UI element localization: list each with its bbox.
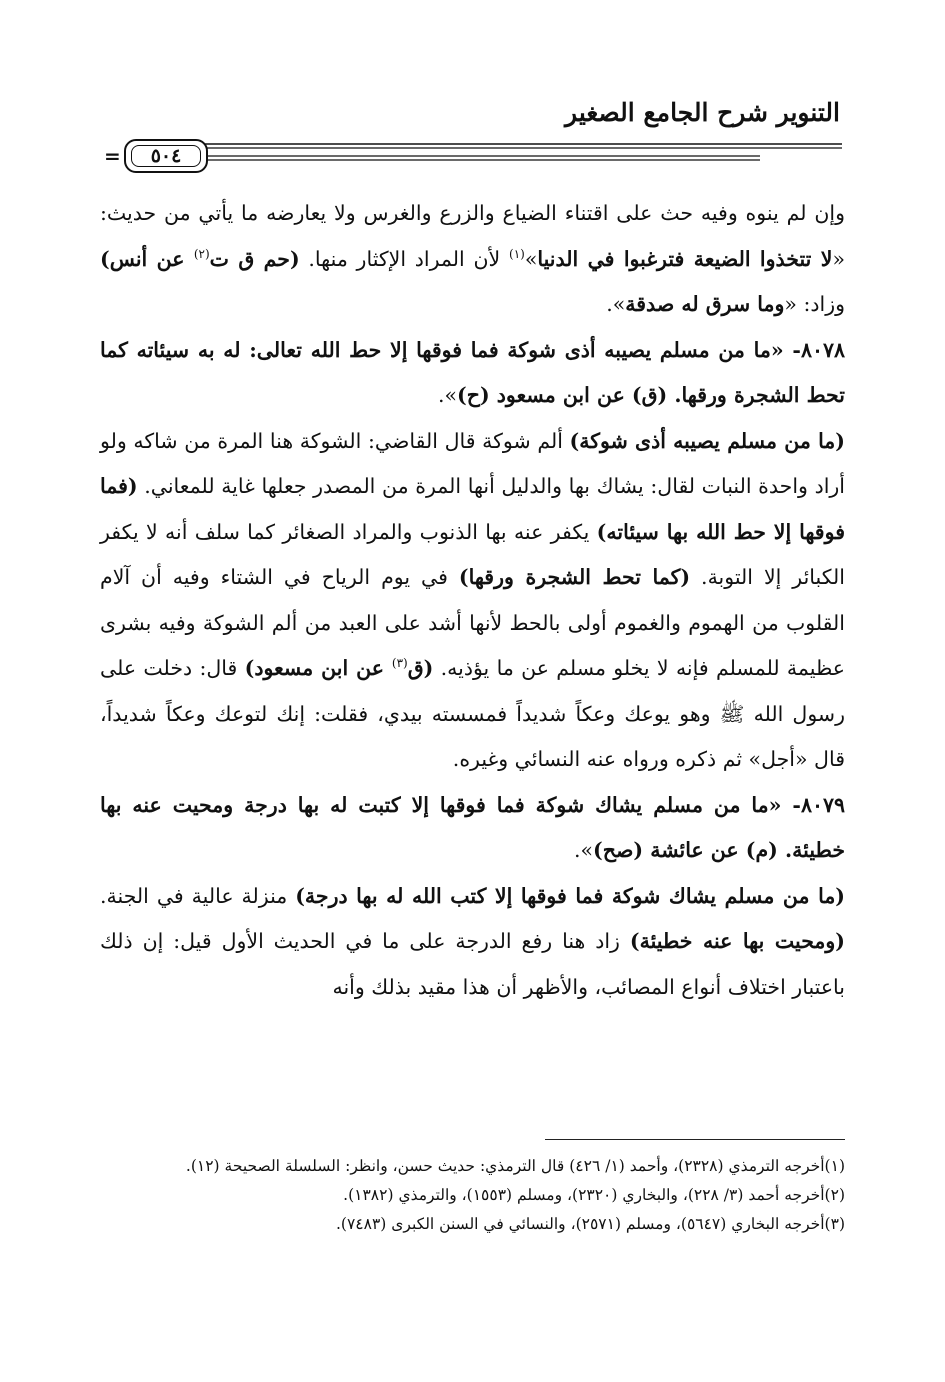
p2-lemma-c: (فما فوقها إلا حط الله بها سيئاته) <box>100 474 845 544</box>
p1-text-g: وزاد: « <box>784 292 845 316</box>
page-number: ٥٠٤ <box>150 145 182 167</box>
p3-text-d: زاد هنا رفع الدرجة على ما في الحديث الأول قيل: إن ذلك باعتبار اختلاف أنواع المصائب، والأظهر أن هذا مقيد بذلك وأنه <box>100 929 845 999</box>
hadith-8079-text: ٨٠٧٩- «ما من مسلم يشاك شوكة فما فوقها إلا كتبت له بها درجة ومحيت عنه بها خطيئة. (م) عن عائشة (صح) <box>100 792 845 862</box>
hadith-8078-close: ». <box>437 383 458 407</box>
p2-text-d: يكفر عنه بها الذنوب والمراد الصغائر كما سلف أنه لا يكفر الكبائر إلا التوبة. <box>100 519 846 589</box>
footnote-ref-1: (١) <box>509 246 525 261</box>
quoted-hadith-1: لا تتخذوا الضيعة فترغبوا في الدنيا <box>537 246 833 271</box>
p2-text-f: في يوم الرياح في الشتاء وفيه أن آلام القلوب من الهموم والغموم أولى بالحط لأنها أشد على العبد من ألم الشوكة وفيه بشرى عظيمة للمسلم فإنه لا يخلو مسلم عن ما يؤذيه. <box>100 565 845 680</box>
running-title: التنوير شرح الجامع الصغير <box>565 98 840 127</box>
hadith-8079 <box>100 783 845 874</box>
p2-source-a: (ق <box>407 656 434 680</box>
hadith-8079-close: ». <box>573 838 594 862</box>
p2-source-b: عن ابن مسعود) <box>244 656 392 680</box>
footnote-2: (٢)أخرجه أحمد (٣/ ٢٢٨)، والبخاري (٢٣٢٠)، ومسلم (١٥٥٣)، والترمذي (١٣٨٢). <box>343 1186 845 1204</box>
p1-source-b: عن أنس) <box>100 246 194 271</box>
footnote-separator <box>545 1139 845 1140</box>
footnote-3: (٣)أخرجه البخاري (٥٦٤٧)، ومسلم (٢٥٧١)، والنسائي في السنن الكبرى (٧٤٨٣). <box>336 1215 845 1233</box>
p1-text-c: » <box>524 246 538 271</box>
hadith-8078-text: ٨٠٧٨- «ما من مسلم يصيبه أذى شوكة فما فوقها إلا حط الله تعالى: له به سيئاته كما تحط الشجرة ورقها. (ق) عن ابن مسعود (ح) <box>100 337 845 407</box>
footnote-ref-2: (٢) <box>193 246 210 261</box>
p2-text-i: قال: دخلت على رسول الله ﷺ وهو يوعك وعكاً شديداً فمسسته بيدي، فقلت: إنك لتوعك وعكاً شديداً، قال «أجل» ثم ذكره ورواه عنه النسائي وغيره. <box>100 656 845 771</box>
p3-lemma-a: (ما من مسلم يشاك شوكة فما فوقها إلا كتب الله له بها درجة) <box>295 883 845 908</box>
p2-text-b: ألم شوكة قال القاضي: الشوكة هنا المرة من شاكه ولو أراد واحدة النبات لقال: يشاك بها والدليل أنها المرة من المصدر جعلها غاية للمعاني. <box>100 428 845 498</box>
p3-text-b: منزلة عالية في الجنة. <box>100 883 296 908</box>
quoted-addition: وما سرق له صدقة <box>625 292 785 316</box>
p1-source-a: (حم ق ت <box>209 246 300 271</box>
header-rule <box>100 140 842 180</box>
page-number-frame <box>124 139 208 173</box>
paragraph-2 <box>100 419 845 783</box>
paragraph-1 <box>100 191 845 328</box>
p3-lemma-c: (ومحيت بها عنه خطيئة) <box>629 929 846 953</box>
p1-text-d: لأن المراد الإكثار منها. <box>299 246 509 271</box>
footnote-1: (١)أخرجه الترمذي (٢٣٢٨)، وأحمد (١/ ٤٢٦) قال الترمذي: حديث حسن، وانظر: السلسلة الصحيحة (١٢). <box>185 1157 845 1175</box>
footnotes <box>100 1152 845 1239</box>
p2-lemma-a: (ما من مسلم يصيبه أذى شوكة) <box>569 428 845 453</box>
p1-text-i: ». <box>606 292 626 316</box>
footnote-ref-3: (٣) <box>391 656 408 671</box>
hadith-8078 <box>100 328 845 419</box>
p2-lemma-e: (كما تحط الشجرة ورقها) <box>458 565 691 589</box>
paragraph-3 <box>100 874 845 1011</box>
rule-mark: = <box>104 144 121 168</box>
p1-text-a: وإن لم ينوه وفيه حث على اقتناء الضياع والزرع والغرس ولا يعارضه ما يأتي من حديث: « <box>100 201 845 271</box>
body-text <box>100 191 845 1010</box>
